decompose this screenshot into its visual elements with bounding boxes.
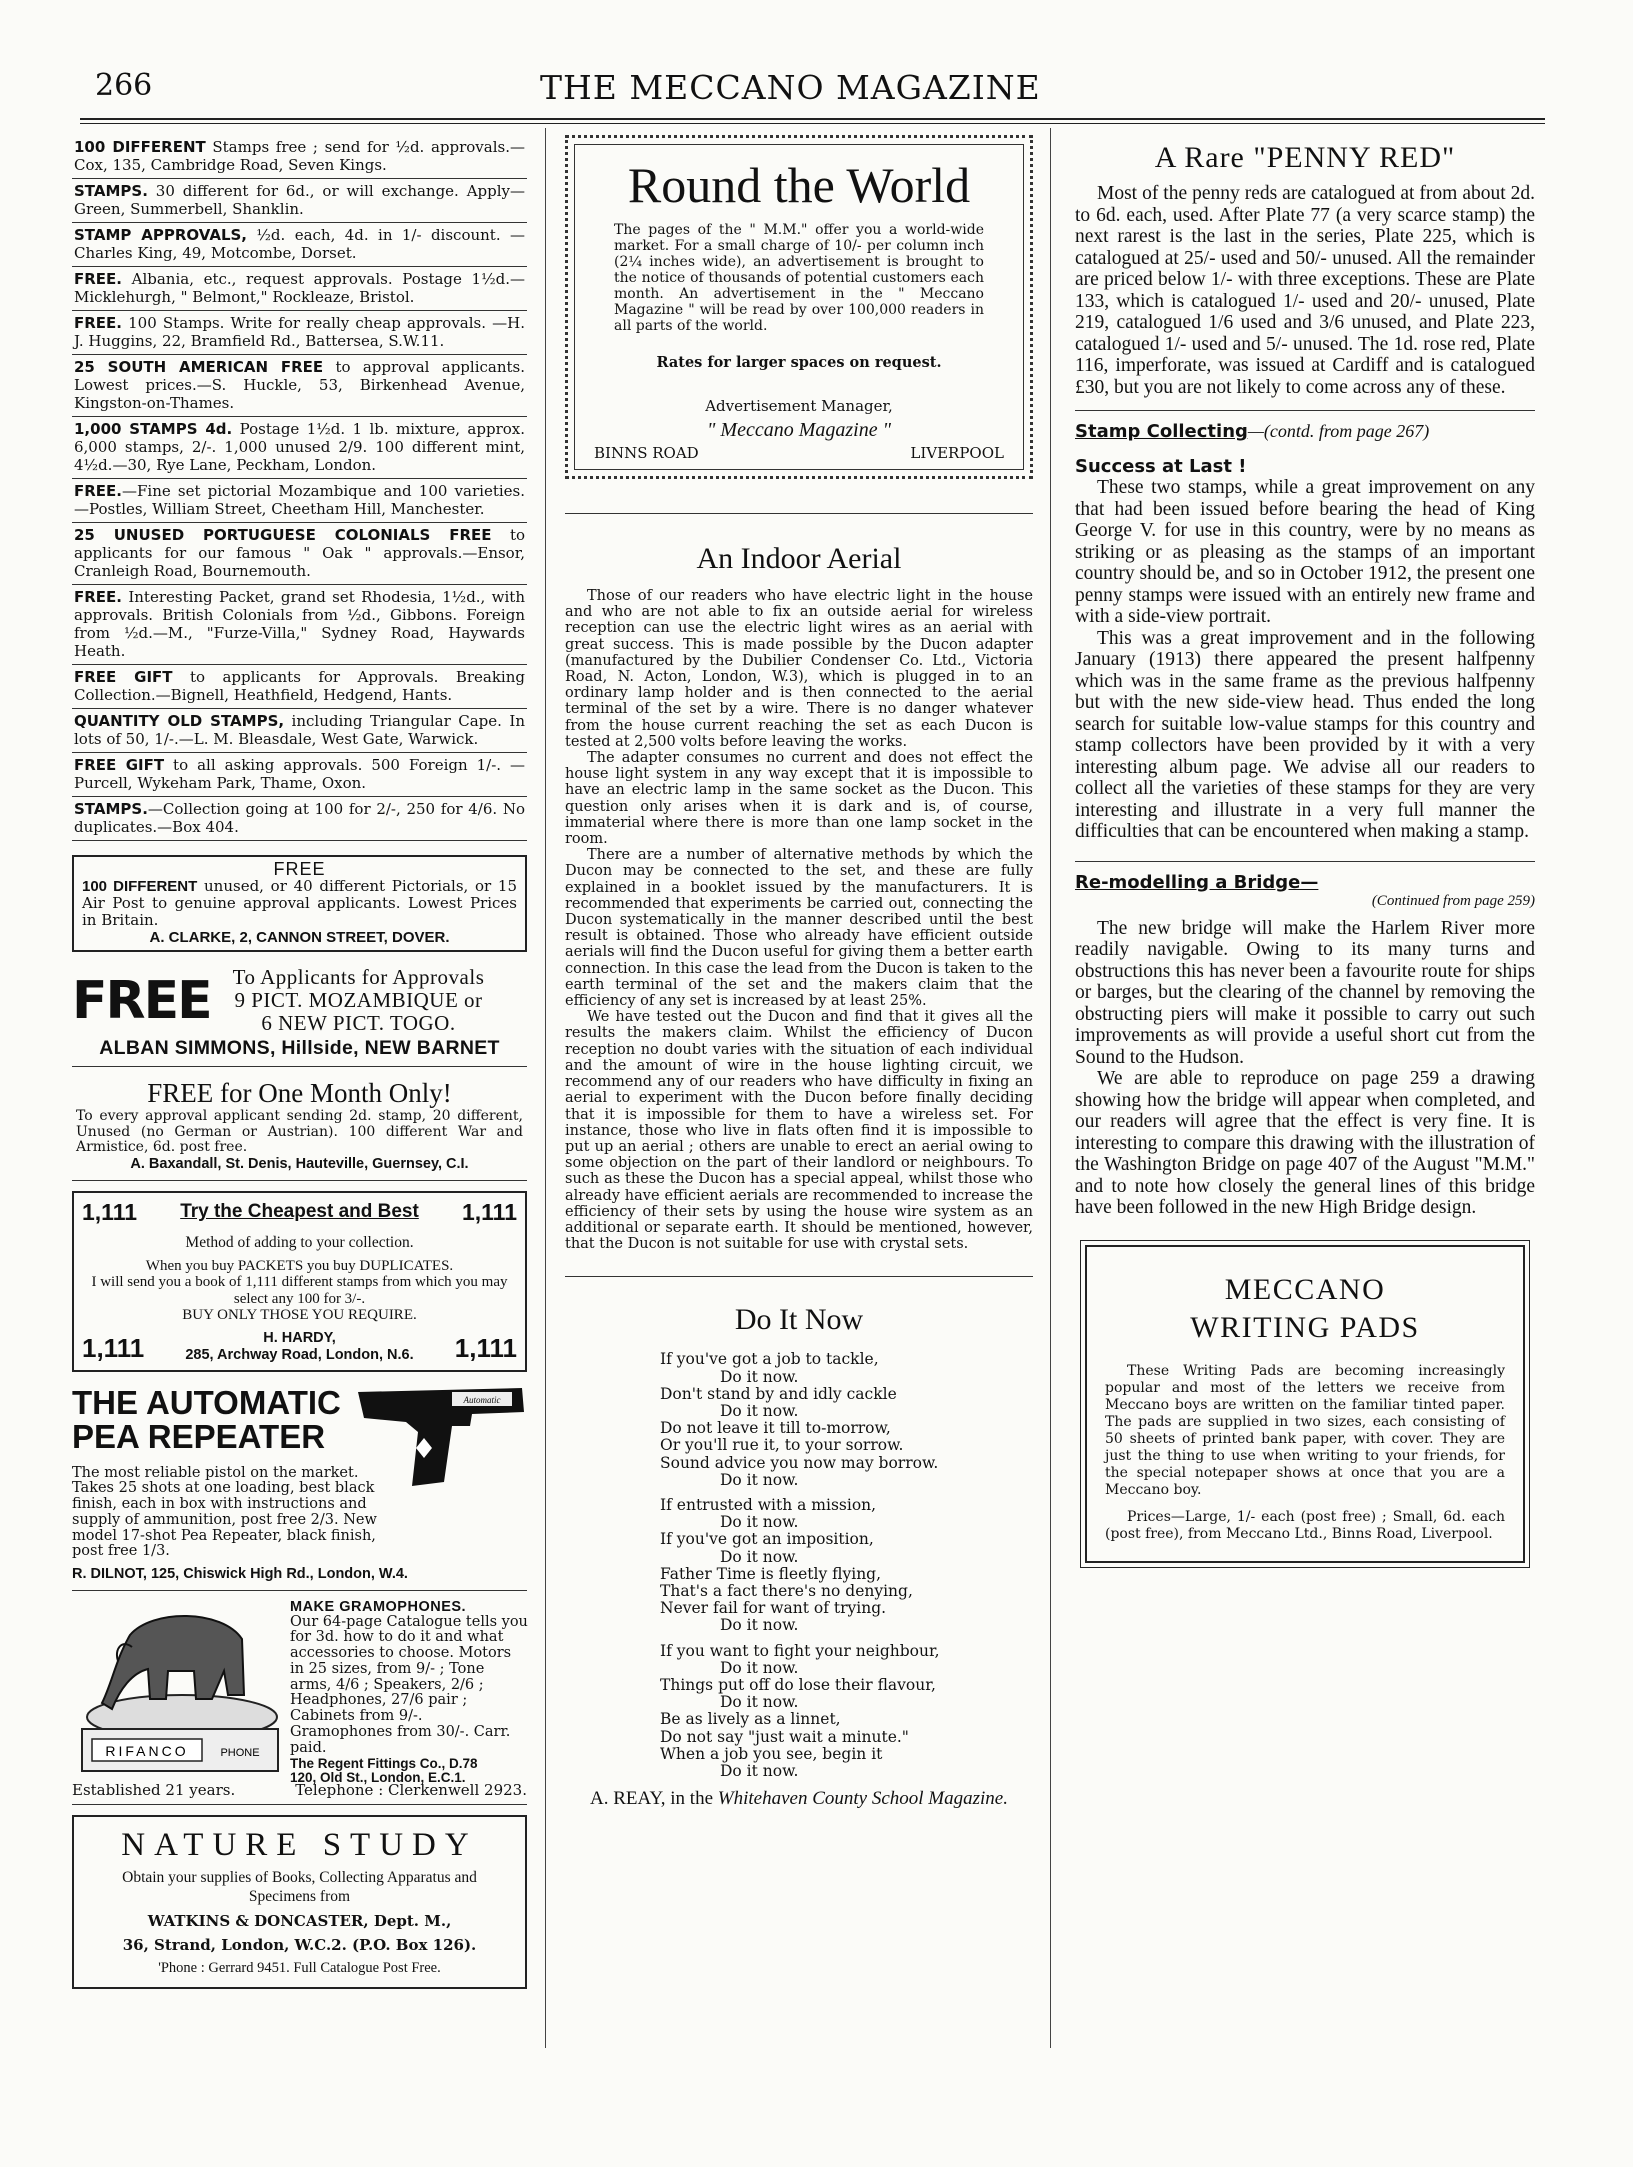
column-divider (1050, 128, 1051, 2048)
small-ads-list (72, 135, 527, 841)
gramo-text (290, 1599, 528, 1785)
classified-ad (72, 135, 527, 179)
hardy-number: 1,111 (82, 1332, 145, 1363)
gun-label: Automatic (463, 1394, 501, 1405)
gramo-body: Our 64-page Catalogue tells you for 3d. how to do it and what accessories to choose. Motors in 25 sizes, from 9/- ; Tone arms, 4/6 ; Speakers, 2/6 ; Headphones, 27/6 pair ; Cabinets from 9/-. Gramophones from 30/-. Carr. paid. (290, 1613, 528, 1756)
logo-text-1: RIFANCO (105, 1742, 189, 1759)
rtw-manager: Advertisement Manager, (705, 397, 893, 415)
right-column (1075, 135, 1535, 1563)
gramo-phone: Telephone : Clerkenwell 2923. (295, 1780, 527, 1799)
classified-ad-text: Interesting Packet, grand set Rhodesia, 1½d., with approvals. British Colonials from ½d., Gibbons. Foreign from ½d.—M., "Furze-Villa," Sydney Road, Haywards Heath. (74, 588, 525, 660)
hardy-body3: BUY ONLY THOSE YOU REQUIRE. (182, 1307, 417, 1323)
elephant-gramophone-icon (72, 1599, 282, 1779)
stamp-continued: —(contd. from page 267) (1247, 421, 1430, 441)
nature-title: NATURE STUDY (121, 1826, 478, 1863)
pea-address: R. DILNOT, 125, Chiswick High Rd., London, W.4. (72, 1565, 408, 1582)
pads-prices: Prices—Large, 1/- each (post free) ; Small, 6d. each (post free), from Meccano Ltd., Binns Road, Liverpool. (1105, 1508, 1505, 1542)
classified-ad-lead: FREE. (74, 270, 122, 288)
classified-ad (72, 665, 527, 709)
aerial-title: An Indoor Aerial (696, 542, 902, 575)
header-rule (80, 118, 1545, 124)
hardy-number: 1,111 (454, 1332, 517, 1363)
gramo-title: MAKE GRAMOPHONES. (290, 1598, 467, 1615)
classified-ad-text: —Collection going at 100 for 2/-, 250 for 4/6. No duplicates.—Box 404. (74, 800, 525, 836)
gramo-firm2: 120, Old St., London, E.C.1. (290, 1769, 466, 1785)
poem-credit-name: A. REAY, (590, 1788, 666, 1810)
baxandall-title: FREE for One Month Only! (147, 1078, 452, 1108)
rtw-address-right: LIVERPOOL (910, 444, 1004, 462)
classified-ad (72, 479, 527, 523)
do-it-now-poem (565, 1276, 1033, 1809)
classified-ad (72, 223, 527, 267)
poem-line: Do it now. (720, 1658, 799, 1677)
gramo-established: Established 21 years. (72, 1780, 236, 1799)
poem-line: Do it now. (720, 1547, 799, 1566)
classified-ad-text: to approval applicants. Lowest prices.—S. Huckle, 53, Birkenhead Avenue, Kingston-on-Thames. (74, 358, 526, 412)
poem-line: Do it now. (720, 1401, 799, 1420)
column-divider (545, 128, 546, 2048)
hardy-body2: I will send you a book of 1,111 different stamps from which you may select any 100 for 3/-. (91, 1274, 508, 1307)
classified-ad-text: Postage 1½d. 1 lb. mixture, approx. 6,000 stamps, 2/-. 1,000 unused 2/9. 100 different mint, 4½d.—30, Rye Lane, Peckham, London. (74, 420, 526, 474)
magazine-title: THE MECCANO MAGAZINE (540, 68, 1041, 107)
bridge-p2: We are able to reproduce on page 259 a drawing showing how the bridge will appear when completed, and our readers will agree that the effect is very fine. It is interesting to compare this drawing with the illustration of the Washington Bridge on page 407 of the August "M.M." and to note how closely the general lines of this bridge have been followed in the new High Bridge design. (1075, 1068, 1535, 1218)
simmons-free: FREE (72, 970, 211, 1031)
poem-line: Do it now. (720, 1762, 799, 1780)
poem-line: Don't stand by and idly cackle (660, 1384, 897, 1403)
aerial-p4: We have tested out the Ducon and find that it gives all the results the makers claim. Whilst the efficiency of Ducon reception no doubt varies with the situation of each individual and the amount of wire in the house lighting circuit, we recommend any of our readers who have difficulty in fixing an aerial to experiment with the Ducon before finally deciding that it is impossible for them to have a wireless set. For instance, those who live in flats often find it is impossible to put up an aerial ; others are unable to erect an aerial owing to some objection on the part of their landlord or neighbours. To such as these the Ducon has a special appeal, whilst those who already have efficient aerials are recommended to increase the efficiency of their sets by using the house wire system as an additional or separate earth. It should be mentioned, however, that the Ducon is not suitable for use with crystal sets. (565, 1009, 1033, 1253)
classified-ad-text: Albania, etc., request approvals. Postage 1½d.—Micklehurgh, " Belmont," Rockleaze, Bristol. (74, 270, 525, 306)
classified-ad (72, 179, 527, 223)
classified-ad (72, 709, 527, 753)
nature-study-ad (72, 1815, 527, 1989)
aerial-p2: The adapter consumes no current and does not effect the house light system in any way except that it is impossible to have an electric lamp in the same socket as the Ducon. This question only arises when it is dark and is, of course, immaterial where there is more than one lamp socket in the room. (565, 750, 1033, 848)
poem-line: Sound advice you now may borrow. (660, 1453, 939, 1472)
poem-line: Father Time is fleetly flying, (660, 1564, 882, 1583)
classified-ad (72, 797, 527, 841)
hardy-number: 1,111 (82, 1198, 138, 1225)
hardy-ad (72, 1191, 527, 1372)
poem-lines (565, 1351, 1033, 1780)
classified-ad-lead: 100 DIFFERENT (74, 138, 206, 156)
classified-ad-lead: STAMPS. (74, 182, 148, 200)
bridge-heading: Re-modelling a Bridge— (1075, 871, 1319, 893)
classified-ad (72, 585, 527, 665)
classified-ad-lead: FREE GIFT (74, 756, 165, 774)
poem-line: If entrusted with a mission, (660, 1495, 877, 1514)
baxandall-address: A. Baxandall, St. Denis, Hauteville, Guernsey, C.I. (130, 1155, 469, 1172)
rtw-body: The pages of the " M.M." offer you a world-wide market. For a small charge of 10/- per column inch (2¼ inches wide), an advertisement is brought to the notice of thousands of potential customers each month. An advertisement in the " Meccano Magazine " will be read by over 100,000 readers in all parts of the world. (614, 222, 984, 334)
classified-ad-lead: 25 SOUTH AMERICAN FREE (74, 358, 324, 376)
poem-line: If you've got an imposition, (660, 1530, 874, 1549)
classified-ad-lead: STAMP APPROVALS, (74, 226, 247, 244)
bridge-p1: The new bridge will make the Harlem River more readily navigable. Owing to its many turns and obstructions this has never been a favourite route for ships or barges, but the clearing of the channel by removing the obstructing piers will make it possible to carry out such improvements as will provide a useful short cut from the Sound to the Hudson. (1075, 917, 1535, 1068)
penny-red-title: A Rare "PENNY RED" (1154, 141, 1456, 174)
bridge-continued: (Continued from page 259) (1371, 892, 1535, 909)
hardy-body (82, 1258, 517, 1324)
clarke-body (82, 878, 517, 929)
nature-address: 36, Strand, London, W.C.2. (P.O. Box 126). (122, 1935, 477, 1954)
classified-ad-text: to applicants for our famous " Oak " approvals.—Ensor, Cranleigh Road, Bournemouth. (74, 526, 526, 580)
clarke-ad (72, 855, 527, 952)
poem-title: Do It Now (734, 1303, 864, 1337)
nature-name: WATKINS & DONCASTER, Dept. M., (147, 1911, 452, 1930)
classified-ad-text: to all asking approvals. 500 Foreign 1/-. —Purcell, Wykeham Park, Thame, Oxon. (74, 756, 525, 792)
page-number: 266 (95, 68, 153, 103)
classified-column (72, 135, 527, 1989)
stamp-subhead: Success at Last ! (1075, 456, 1247, 477)
clarke-address: A. CLARKE, 2, CANNON STREET, DOVER. (149, 929, 450, 946)
simmons-line3: 6 NEW PICT. TOGO. (261, 1011, 456, 1035)
clarke-lead: 100 DIFFERENT (82, 878, 198, 895)
hardy-sub: Method of adding to your collection. (185, 1233, 414, 1251)
hardy-number: 1,111 (461, 1198, 517, 1225)
gramo-firm: The Regent Fittings Co., D.78 (290, 1755, 478, 1771)
poem-line: Be as lively as a linnet, (660, 1710, 841, 1729)
simmons-line1: To Applicants for Approvals (232, 965, 485, 989)
rtw-rates: Rates for larger spaces on request. (656, 354, 942, 371)
poem-credit-mid: in the (665, 1788, 718, 1810)
classified-ad (72, 753, 527, 797)
baxandall-ad (72, 1067, 527, 1181)
stamp-p2: This was a great improvement and in the following January (1913) there appeared the present halfpenny which was in the same frame as the previous halfpenny but with the new side-view head. Thus ended the long search for suitable low-value stamps for this country and stamp collectors have been provided by it with a very interesting album page. We advise all our readers to collect all the varieties of these stamps for they are very interesting and illustrate in a very full manner the difficulties that can be encountered when making a stamp. (1075, 627, 1535, 842)
poem-line: Things put off do lose their flavour, (660, 1675, 936, 1694)
pads-body: These Writing Pads are becoming increasingly popular and most of the letters we receive from Meccano boys are written on the familiar tinted paper. The pads are supplied in two sizes, each consisting of 50 sheets of printed bank paper, with cover. They are just the thing to use when writing to your friends, for the special notepaper shows at once that you are a Meccano boy. (1105, 1362, 1505, 1498)
simmons-line2: 9 PICT. MOZAMBIQUE or (234, 988, 483, 1012)
poem-line: If you've got a job to tackle, (660, 1350, 879, 1369)
writing-pads-ad (1085, 1245, 1525, 1563)
gramo-footer (72, 1781, 527, 1799)
classified-ad-text: including Triangular Cape. In lots of 50, 1/-.—L. M. Bleasdale, West Gate, Warwick. (74, 712, 525, 748)
hardy-title-row (82, 1199, 517, 1226)
hardy-address: 285, Archway Road, London, N.6. (185, 1346, 414, 1363)
classified-ad-text: —Fine set pictorial Mozambique and 100 varieties.—Postles, William Street, Cheetham Hill, Manchester. (74, 482, 525, 518)
hardy-address-block (185, 1330, 413, 1364)
poem-line: Do not leave it till to-morrow, (660, 1419, 891, 1438)
hardy-title: Try the Cheapest and Best (180, 1201, 419, 1222)
classified-ad (72, 523, 527, 585)
rtw-address (594, 444, 1004, 462)
rtw-magazine: " Meccano Magazine " (707, 419, 891, 441)
pads-title1: MECCANO (1224, 1272, 1386, 1306)
stamp-collecting-section (1075, 410, 1535, 843)
classified-ad (72, 355, 527, 417)
round-the-world-ad (565, 135, 1033, 479)
nature-phone: 'Phone : Gerrard 9451. Full Catalogue Post Free. (158, 1959, 441, 1976)
clarke-text: unused, or 40 different Pictorials, or 15 Air Post to genuine approval applicants. Lowest Prices in Britain. (82, 877, 518, 929)
classified-ad-text: to applicants for Approvals. Breaking Collection.—Bignell, Heathfield, Hedgend, Hants. (74, 668, 525, 704)
poem-line: Do it now. (720, 1616, 799, 1635)
pea-body: The most reliable pistol on the market. Takes 25 shots at one loading, best black finish, each in box with instructions and supply of ammunition, post free 2/3. New model 17-shot Pea Repeater, black finish, post free 1/3. (72, 1464, 377, 1560)
rtw-address-left: BINNS ROAD (594, 444, 699, 462)
poem-line: Do not say "just wait a minute." (660, 1727, 909, 1746)
poem-line: Do it now. (720, 1693, 799, 1712)
penny-red-body: Most of the penny reds are catalogued at from about 2d. to 6d. each, used. After Plate 77 (a very scarce stamp) the next rarest is the last in the series, Plate 225, which is catalogued at 25/- used and 50/- unused. All the remainder are priced below 1/- with three exceptions. These are Plate 133, which is catalogued 1/- used and 20/- unused, Plate 219, catalogued 1/6 used and 3/6 unused, and Plate 223, catalogued 1/- used and 5/- unused. The 1d. rose red, Plate 116, imperforate, was issued at Cardiff and is catalogued £30, but you are not likely to come across any of these. (1075, 183, 1535, 398)
simmons-ad (72, 966, 527, 1067)
poem-line: Do it now. (720, 1367, 799, 1386)
classified-ad-text: Stamps free ; send for ½d. approvals.—Cox, 135, Cambridge Road, Seven Kings. (74, 138, 525, 174)
aerial-p3: There are a number of alternative methods by which the Ducon may be connected to the set, and these are fully explained in a booklet issued by the manufacturers. It is recommended that experiments be carried out, connecting the Ducon systematically in the manner described until the best result is obtained. Those who already have efficient outside aerials will find the Ducon useful for giving them a better earth connection. In this case the lead from the Ducon is taken to the earth terminal of the set and the makers claim that the efficiency of any set is increased by at least 25%. (565, 847, 1033, 1010)
aerial-p1: Those of our readers who have electric light in the house and who are not able to fix an outside aerial for wireless reception can use the electric light wires as an aerial with great success. This is made possible by the Ducon adapter (manufactured by the Dubilier Condenser Co. Ltd., Victoria Road, N. Acton, London, W.3), which is plugged in to an ordinary lamp holder and is then connected to the aerial terminal of the set by a wire. There is no danger whatever from the house current reaching the set as each Ducon is tested at 2,500 volts before leaving the works. (565, 588, 1033, 750)
baxandall-body: To every approval applicant sending 2d. stamp, 20 different, Unused (no German or Austrian). 100 different War and Armistice, 6d. post free. (76, 1108, 523, 1155)
gramophone-ad (72, 1599, 527, 1805)
stamp-p1: These two stamps, while a great improvement on any that had been issued before bearing the head of King George V. for use in this country, were by no means as striking or as pleasing as the stamps of an important country should be, and so in October 1912, the present one penny stamps were issued with an entirely new frame and with a side-view portrait. (1075, 477, 1535, 627)
logo-text-2: PHONE (220, 1746, 260, 1759)
pea-title2: PEA REPEATER (72, 1417, 326, 1455)
classified-ad-text: ½d. each, 4d. in 1/- discount. —Charles King, 49, Motcombe, Dorset. (74, 226, 525, 262)
classified-ad-lead: FREE. (74, 314, 122, 332)
poem-line: If you want to fight your neighbour, (660, 1641, 940, 1660)
clarke-title: FREE (273, 859, 326, 879)
classified-ad (72, 417, 527, 479)
poem-line: When a job you see, begin it (660, 1744, 883, 1763)
classified-ad-lead: 1,000 STAMPS 4d. (74, 420, 233, 438)
classified-ad-text: 30 different for 6d., or will exchange. Apply—Green, Summerbell, Shanklin. (74, 182, 525, 218)
simmons-address: ALBAN SIMMONS, Hillside, NEW BARNET (99, 1037, 500, 1059)
classified-ad-lead: FREE. (74, 482, 122, 500)
pads-title2: WRITING PADS (1190, 1310, 1420, 1344)
classified-ad-lead: QUANTITY OLD STAMPS, (74, 712, 285, 730)
rtw-title: Round the World (627, 157, 971, 213)
pea-repeater-ad (72, 1382, 527, 1591)
hardy-name: H. HARDY, (263, 1329, 336, 1346)
nature-body: Obtain your supplies of Books, Collecting Apparatus and Specimens from (122, 1868, 477, 1905)
pea-title1: THE AUTOMATIC (72, 1383, 341, 1421)
poem-credit (565, 1788, 1033, 1809)
indoor-aerial-article (565, 513, 1033, 1252)
stamp-heading: Stamp Collecting (1075, 421, 1248, 442)
poem-line: Do it now. (720, 1470, 799, 1489)
poem-credit-source: Whitehaven County School Magazine. (717, 1788, 1008, 1810)
poem-line: Never fail for want of trying. (660, 1599, 887, 1618)
center-column (565, 135, 1033, 1809)
classified-ad (72, 267, 527, 311)
poem-line: That's a fact there's no denying, (660, 1581, 913, 1600)
classified-ad-text: 100 Stamps. Write for really cheap approvals. —H. J. Huggins, 22, Bramfield Rd., Battersea, S.W.11. (74, 314, 525, 350)
classified-ad-lead: FREE GIFT (74, 668, 173, 686)
classified-ad-lead: 25 UNUSED PORTUGUESE COLONIALS FREE (74, 526, 492, 544)
hardy-body1: When you buy PACKETS you buy DUPLICATES. (145, 1257, 454, 1274)
classified-ad-lead: STAMPS. (74, 800, 148, 818)
classified-ad (72, 311, 527, 355)
simmons-offer (190, 966, 527, 1035)
poem-line: Do it now. (720, 1513, 799, 1532)
pea-title (72, 1383, 341, 1455)
poem-line: Or you'll rue it, to your sorrow. (660, 1436, 904, 1455)
bridge-section (1075, 861, 1535, 1219)
stamp-heading-row (1075, 421, 1535, 442)
classified-ad-lead: FREE. (74, 588, 122, 606)
